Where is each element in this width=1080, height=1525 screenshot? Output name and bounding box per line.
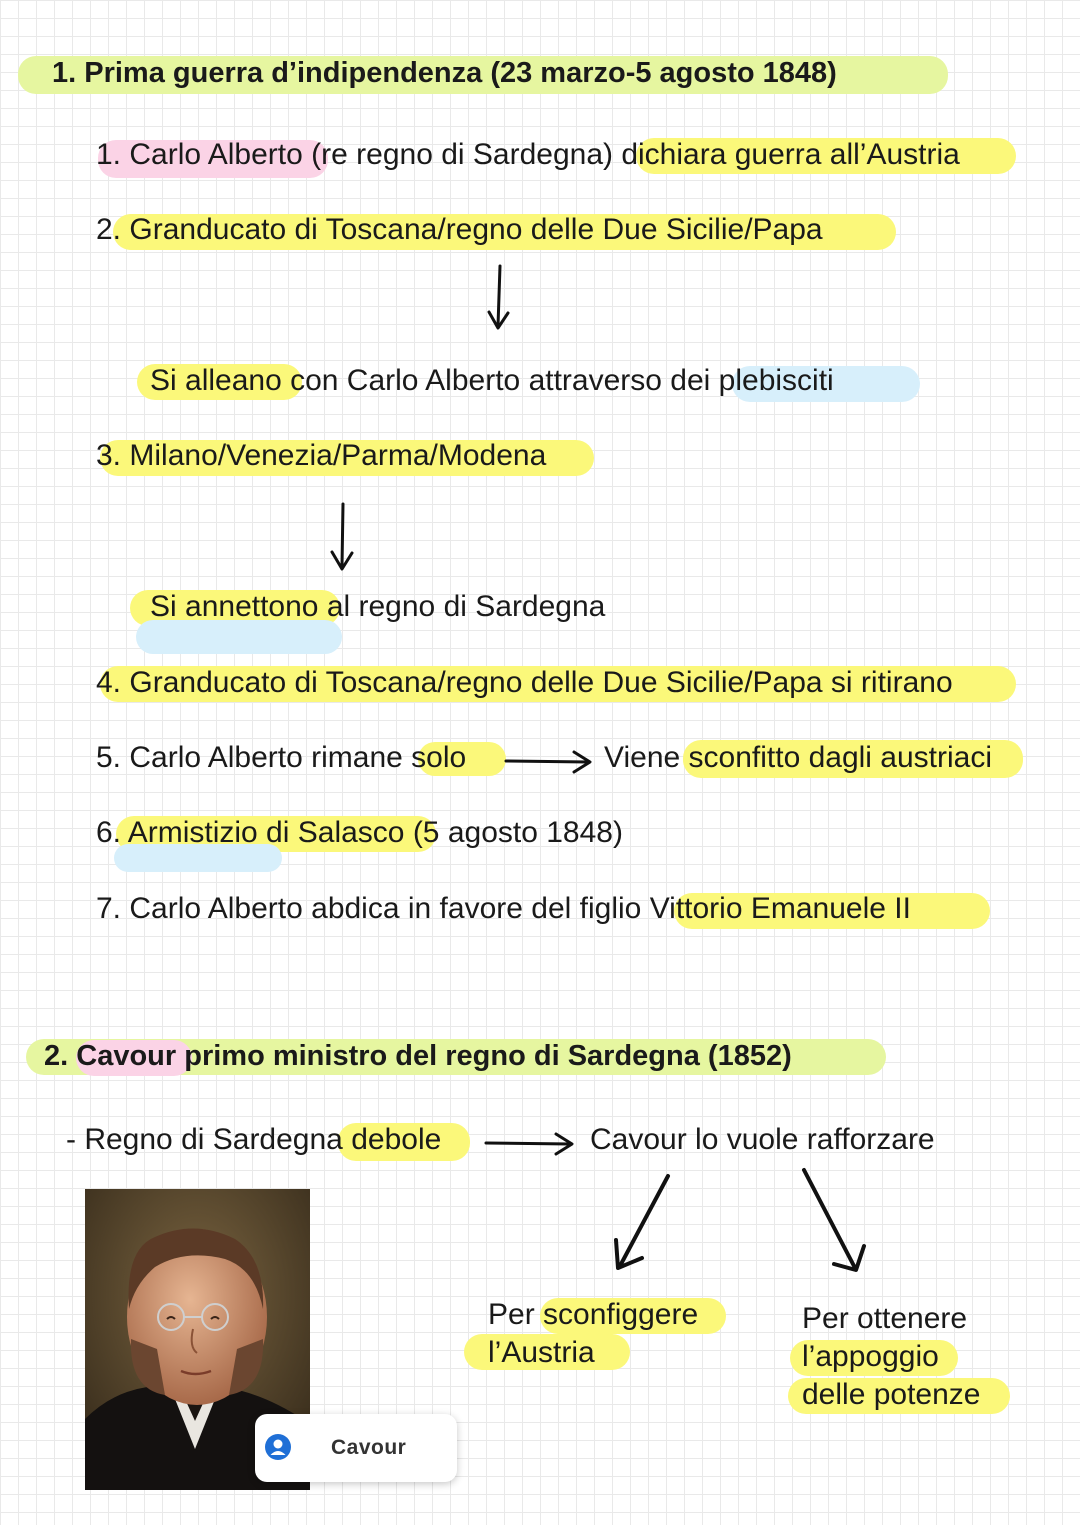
caption-label: Cavour: [331, 1436, 407, 1459]
cavour-goal: Cavour lo vuole rafforzare: [590, 1123, 935, 1156]
branch-right-line2: l’appoggio: [802, 1340, 939, 1373]
result-text: Si alleano: [150, 364, 282, 397]
branch-left-line2: l’Austria: [488, 1336, 595, 1369]
item-text: Carlo Alberto abdica in favore del figlio: [129, 892, 650, 925]
item-text: Carlo Alberto rimane: [129, 741, 412, 774]
item-number: 3.: [96, 439, 122, 472]
result-line-1: [150, 363, 834, 399]
list-item-2: [96, 212, 823, 248]
branch-text: sconfiggere: [543, 1298, 699, 1331]
branch-right-line3: delle potenze: [802, 1378, 981, 1411]
result-text: al regno di Sardegna: [318, 590, 606, 623]
item-text: (re regno di Sardegna): [302, 138, 622, 171]
branch-left-line1: [488, 1297, 698, 1333]
arrow-down-icon: [324, 502, 364, 576]
heading-number: 2.: [44, 1040, 69, 1072]
item-number: 1.: [96, 138, 122, 171]
item-text: Carlo Alberto: [129, 138, 303, 171]
heading-text: primo ministro del regno di Sardegna (1852): [176, 1040, 792, 1072]
item-text: Granducato di Toscana/regno delle Due Sicilie/Papa si ritirano: [129, 666, 953, 699]
item-text: Vittorio Emanuele II: [649, 892, 911, 925]
item-text: (5 agosto 1848): [404, 816, 623, 849]
caption-chip[interactable]: [255, 1414, 457, 1482]
item-number: 4.: [96, 666, 122, 699]
item-text: Granducato di Toscana/regno delle Due Sicilie/Papa: [129, 213, 823, 246]
branch-text: Per: [488, 1298, 544, 1331]
item-text: Armistizio di Salasco: [127, 816, 405, 849]
arrow-diagonal-icon: [798, 1166, 874, 1278]
item-text: dichiara guerra all’Austria: [621, 138, 960, 171]
result-text: plebisciti: [718, 364, 834, 397]
list-item-3: [96, 438, 546, 474]
arrow-right-icon: [484, 1128, 580, 1158]
list-item-5-result: [604, 740, 992, 776]
branch-right-line1: Per ottenere: [802, 1302, 968, 1335]
result-text: Si annettono: [150, 590, 319, 623]
section2-heading: [44, 1038, 792, 1074]
item-number: 6.: [96, 816, 122, 849]
list-item-7: [96, 891, 911, 927]
list-item-4: [96, 665, 953, 701]
list-item-6: [96, 815, 623, 851]
result-text: sconfitto dagli austriaci: [688, 741, 993, 774]
arrow-diagonal-icon: [606, 1170, 676, 1276]
list-item-5: [96, 740, 466, 776]
item-text: Milano/Venezia/Parma/Modena: [129, 439, 547, 472]
list-item-1: [96, 137, 960, 173]
arrow-down-icon: [480, 264, 520, 336]
result-text: con Carlo Alberto attraverso dei: [281, 364, 719, 397]
item-number: 2.: [96, 213, 122, 246]
user-icon: [265, 1434, 291, 1460]
weak-kingdom-line: [66, 1122, 441, 1158]
heading-text: Cavour: [76, 1040, 177, 1072]
item-number: 5.: [96, 741, 122, 774]
highlight-blue: [136, 620, 342, 654]
result-text: Viene: [604, 741, 689, 774]
item-number: 7.: [96, 892, 122, 925]
section1-heading: 1. Prima guerra d’indipendenza (23 marzo-5 agosto 1848): [52, 57, 837, 89]
item-text: solo: [411, 741, 467, 774]
line-text: debole: [351, 1123, 442, 1156]
arrow-right-icon: [504, 746, 596, 776]
result-line-2: [150, 589, 605, 625]
line-text: - Regno di Sardegna: [66, 1123, 352, 1156]
